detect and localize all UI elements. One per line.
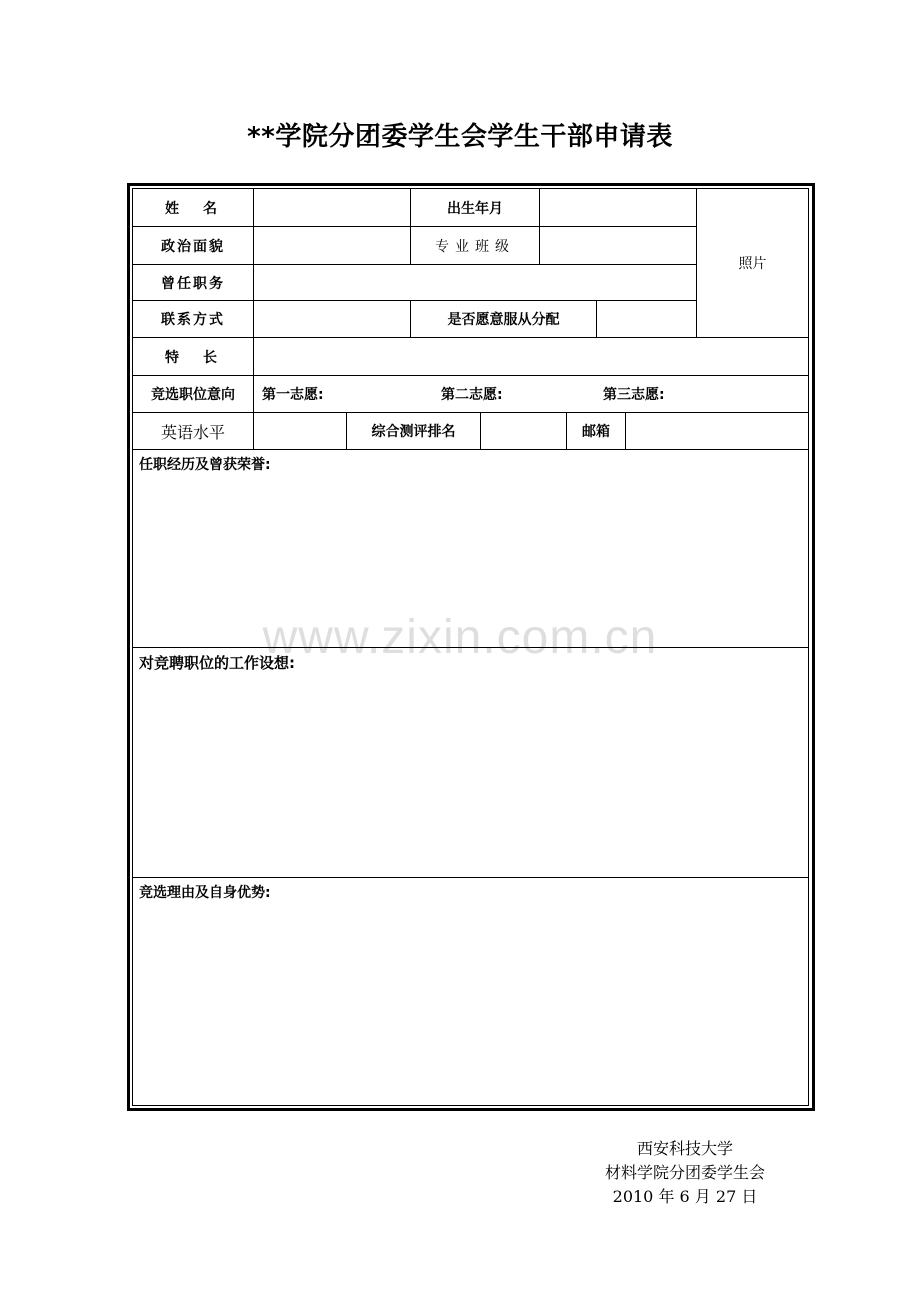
- specialty-label: 特长: [165, 349, 241, 366]
- former-post-label: 曾任职务: [161, 275, 225, 292]
- footer-date: 2010 年 6 月 27 日: [612, 1187, 758, 1206]
- former-post-field[interactable]: [254, 265, 696, 300]
- choice3-label: 第三志愿:: [603, 387, 665, 403]
- form-title: **学院分团委学生会学生干部申请表: [247, 122, 673, 152]
- name-field[interactable]: [254, 189, 410, 226]
- obey-label: 是否愿意服从分配: [447, 312, 560, 328]
- watermark: www.zixin.com.cn: [262, 611, 658, 664]
- english-label: 英语水平: [160, 422, 225, 442]
- major-label: 专业班级: [435, 238, 515, 255]
- ranking-field[interactable]: [481, 413, 566, 449]
- reason-label: 竞选理由及自身优势:: [139, 885, 271, 901]
- footer-organization: 材料学院分团委学生会: [604, 1163, 765, 1182]
- ranking-label: 综合测评排名: [371, 424, 456, 440]
- politics-field[interactable]: [254, 227, 410, 264]
- name-label: 姓名: [165, 200, 241, 217]
- plan-area[interactable]: [133, 674, 808, 876]
- footer-university: 西安科技大学: [636, 1139, 733, 1158]
- politics-label: 政治面貌: [161, 238, 225, 255]
- row-divider: [132, 449, 809, 450]
- email-label: 邮箱: [582, 424, 610, 440]
- reason-area[interactable]: [133, 904, 808, 1104]
- photo-box[interactable]: 照片: [738, 256, 767, 272]
- intent-label: 竞选职位意向: [151, 387, 235, 403]
- birth-label: 出生年月: [447, 200, 503, 217]
- contact-field[interactable]: [254, 301, 410, 337]
- english-field[interactable]: [254, 413, 346, 449]
- obey-field[interactable]: [597, 301, 696, 337]
- major-field[interactable]: [540, 227, 696, 264]
- birth-field[interactable]: [540, 189, 696, 226]
- email-field[interactable]: [626, 413, 808, 449]
- experience-label: 任职经历及曾获荣誉:: [139, 457, 271, 473]
- contact-label: 联系方式: [161, 312, 225, 328]
- plan-label: 对竞聘职位的工作设想:: [139, 654, 295, 672]
- choice1-label: 第一志愿:: [262, 387, 324, 403]
- footer: [570, 1137, 800, 1209]
- row-divider: [132, 877, 809, 878]
- choice2-label: 第二志愿:: [441, 387, 503, 403]
- specialty-field[interactable]: [254, 338, 808, 375]
